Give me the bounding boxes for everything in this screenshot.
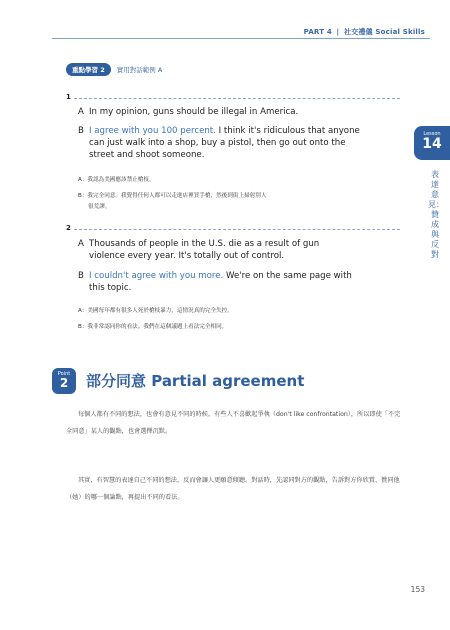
lesson-tab bbox=[414, 126, 450, 160]
header-separator: | bbox=[336, 28, 340, 36]
point-number: 2 bbox=[59, 376, 69, 390]
key-phrase: I couldn't agree with you more. bbox=[89, 271, 224, 281]
speaker-label: B bbox=[78, 271, 84, 281]
section-title: 實用對話範例 A bbox=[116, 66, 163, 74]
lesson-number: 14 bbox=[422, 136, 442, 152]
example-number: 2 bbox=[66, 224, 71, 232]
header-rule bbox=[52, 38, 430, 39]
translation-line: 很荒謬。 bbox=[88, 204, 111, 210]
dialogue-line-continued: violence every year. It's totally out of control. bbox=[89, 251, 285, 261]
dialogue-line bbox=[78, 270, 398, 282]
dialogue-line bbox=[78, 238, 398, 250]
running-header bbox=[304, 27, 425, 37]
dialogue-line-continued: street and shoot someone. bbox=[89, 150, 205, 160]
dialogue-line-continued: this topic. bbox=[89, 283, 132, 293]
divider bbox=[74, 229, 400, 230]
point-badge bbox=[52, 368, 76, 394]
translation-line: A：美國每年都有很多人死於槍枝暴力，這情況真的完全失控。 bbox=[78, 308, 233, 314]
section-heading bbox=[66, 63, 162, 76]
dialogue-line bbox=[78, 106, 398, 118]
section-heading-partial-agreement: 部分同意 Partial agreement bbox=[86, 372, 305, 390]
dialogue-text: In my opinion, guns should be illegal in America. bbox=[89, 107, 299, 117]
divider bbox=[74, 98, 400, 99]
translation-line: A：我認為美國應該禁止槍枝。 bbox=[78, 177, 155, 183]
point-word: Point bbox=[57, 371, 71, 377]
translation-line: B：我非常認同你的看法。我們在這個議題上看法完全相同。 bbox=[78, 324, 228, 330]
dialogue-text: I think it's ridiculous that anyone bbox=[215, 126, 360, 136]
speaker-label: A bbox=[78, 107, 84, 117]
speaker-label: A bbox=[78, 239, 84, 249]
body-paragraph: 每個人都有不同的想法，也會有意見不同的時候。有些人不喜歡起爭執（don't like confrontation），所以即使「不完全同意」某人的觀點，也會選擇沉默。 bbox=[66, 411, 401, 435]
lesson-side-title: 表達意見：贊成與反對 bbox=[428, 170, 444, 259]
header-part: PART 4 bbox=[303, 28, 332, 36]
header-title: 社交禮儀 Social Skills bbox=[343, 28, 425, 36]
section-pill: 重點學習 2 bbox=[66, 63, 111, 76]
translation-line: B：我完全同意。我覺得任何人都可以走進店裡買手槍，然後到街上掃射別人 bbox=[78, 193, 267, 199]
dialogue-line bbox=[78, 125, 398, 137]
body-paragraph: 其實，有智慧的表達自己不同的想法，反而會讓人更願意傾聽。對話時，先認同對方的觀點，告訴對方你欣賞、贊同他（她）的哪一個論點，再提出不同的看法。 bbox=[66, 477, 400, 501]
speaker-label: B bbox=[78, 126, 84, 136]
page-number: 153 bbox=[410, 585, 425, 594]
dialogue-text: Thousands of people in the U.S. die as a result of gun bbox=[89, 239, 320, 249]
dialogue-text: We're on the same page with bbox=[223, 271, 352, 281]
example-number: 1 bbox=[66, 93, 71, 101]
lesson-word: Lesson bbox=[423, 131, 441, 137]
dialogue-line-continued: can just walk into a shop, buy a pistol, then go out onto the bbox=[89, 138, 346, 148]
key-phrase: I agree with you 100 percent. bbox=[89, 126, 216, 136]
